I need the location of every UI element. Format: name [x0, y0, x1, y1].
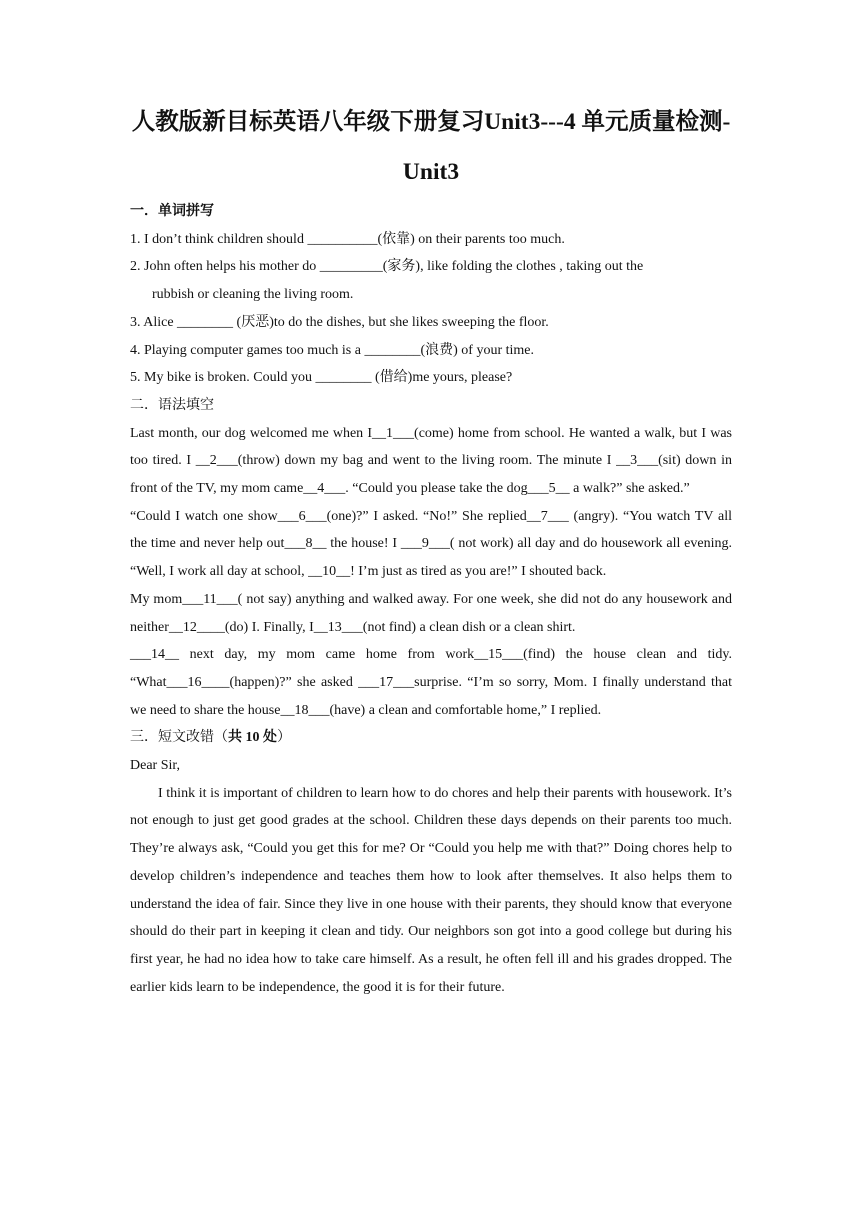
document-title-line-1: 人教版新目标英语八年级下册复习Unit3---4 单元质量检测- — [131, 109, 731, 135]
section-2-heading: 二．语法填空 — [130, 397, 214, 413]
cloze-paragraph-2: “Could I watch one show___6___(one)?” I asked. “No!” She replied__7___ (angry). “You watch TV all the time and never help out___8__ the house! I ___9___( not work) all day and do housework all evening. “Well, I work all day at school, __10__! I’m just as tired as you are!” I shouted back. — [130, 508, 732, 580]
cloze-paragraph-4: ___14__ next day, my mom came home from work__15___(find) the house clean and tidy. “What___16____(happen)?” she asked ___17___surprise. “I’m so sorry, Mom. I finally understand that we need to share the house__18___(have) a clean and comfortable home,” I replied. — [130, 647, 732, 718]
section-3-heading: 三．短文改错（共 10 处） — [130, 730, 291, 746]
cloze-paragraph-3: My mom___11___( not say) anything and walked away. For one week, she did not do any housework and neither__12____(do) I. Finally, I__13___(not find) a clean dish or a clean shirt. — [130, 591, 732, 635]
error-correction-passage: I think it is important of children to learn how to do chores and help their parents with housework. It’s not enough to just get good grades at the school. Children these days depends on their parents too much. They’re always ask, “Could you get this for me? Or “Could you help me with that?” Doing chores help to develop children’s independence and teaches them how to look after themselves. It also helps them to understand the idea of fair. Since they live in one house with their parents, they should know that everyone should do their part in keeping it clean and tidy. Our neighbors son got into a good college but during his first year, he had no idea how to take care himself. As a result, he often fell ill and his grades dropped. The earlier kids learn to be independence, the good it is for their future. — [130, 785, 732, 995]
spelling-item-2: 2. John often helps his mother do _________(家务), like folding the clothes , taking out the — [130, 259, 644, 275]
spelling-item-5: 5. My bike is broken. Could you ________ (借给)me yours, please? — [130, 370, 513, 386]
spelling-item-3: 3. Alice ________ (厌恶)to do the dishes, but she likes sweeping the floor. — [130, 314, 549, 330]
letter-salutation: Dear Sir, — [130, 758, 180, 774]
document-page — [130, 108, 732, 1001]
spelling-item-2-continued: rubbish or cleaning the living room. — [152, 287, 354, 303]
section-3-count: 共 10 处 — [228, 730, 277, 746]
section-1-heading: 一．单词拼写 — [130, 204, 214, 219]
spelling-item-1: 1. I don’t think children should __________(依靠) on their parents too much. — [130, 231, 565, 247]
document-title-line-2: Unit3 — [402, 159, 460, 185]
cloze-paragraph-1: Last month, our dog welcomed me when I__1___(come) home from school. He wanted a walk, but I was too tired. I __2___(throw) down my bag and went to the living room. The minute I __3___(sit) down in front of the TV, my mom came__4___. “Could you please take the dog___5__ a walk?” she asked.” — [130, 425, 732, 497]
spelling-item-4: 4. Playing computer games too much is a ________(浪费) of your time. — [130, 342, 534, 358]
answer-blank: __________ — [307, 231, 378, 247]
document-content — [130, 198, 732, 1001]
answer-blank: _________ — [319, 259, 383, 275]
